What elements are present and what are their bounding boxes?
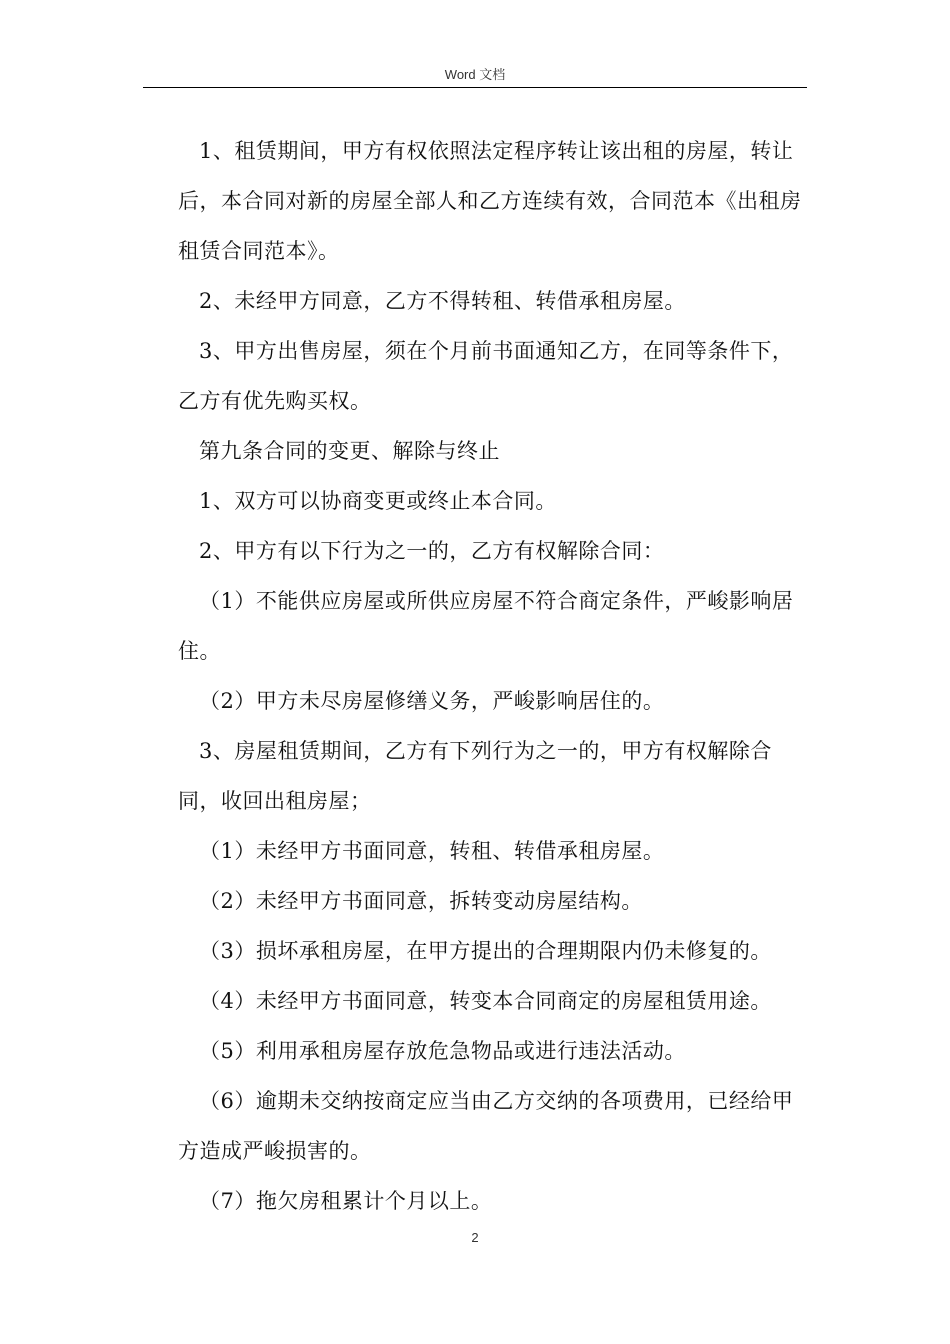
paragraph: （1）未经甲方书面同意，转租、转借承租房屋。	[199, 839, 665, 863]
header-divider	[143, 87, 807, 88]
paragraph: 1、双方可以协商变更或终止本合同。	[199, 489, 557, 513]
paragraph: （3）损坏承租房屋，在甲方提出的合理期限内仍未修复的。	[199, 939, 772, 963]
paragraph: （5）利用承租房屋存放危急物品或进行违法活动。	[199, 1039, 686, 1063]
paragraph: （6）逾期未交纳按商定应当由乙方交纳的各项费用，已经给甲方造成严峻损害的。	[178, 1089, 794, 1163]
paragraph: 2、未经甲方同意，乙方不得转租、转借承租房屋。	[199, 289, 686, 313]
page-number: 2	[471, 1230, 479, 1245]
paragraph: 3、房屋租赁期间，乙方有下列行为之一的，甲方有权解除合同，收回出租房屋；	[178, 739, 772, 813]
paragraph: （2）未经甲方书面同意，拆转变动房屋结构。	[199, 889, 643, 913]
page-header-title: Word 文档	[444, 67, 506, 82]
paragraph: （7）拖欠房租累计个月以上。	[199, 1189, 493, 1213]
document-body	[178, 126, 806, 1226]
section-heading: 第九条合同的变更、解除与终止	[199, 439, 500, 463]
paragraph: 3、甲方出售房屋，须在个月前书面通知乙方，在同等条件下，乙方有优先购买权。	[178, 339, 794, 413]
paragraph: 1、租赁期间，甲方有权依照法定程序转让该出租的房屋，转让后，本合同对新的房屋全部人和乙方连续有效，合同范本《出租房租赁合同范本》。	[178, 139, 802, 263]
paragraph: （2）甲方未尽房屋修缮义务，严峻影响居住的。	[199, 689, 665, 713]
paragraph: （4）未经甲方书面同意，转变本合同商定的房屋租赁用途。	[199, 989, 772, 1013]
paragraph: （1）不能供应房屋或所供应房屋不符合商定条件，严峻影响居住。	[178, 589, 794, 663]
paragraph: 2、甲方有以下行为之一的，乙方有权解除合同：	[199, 539, 665, 563]
